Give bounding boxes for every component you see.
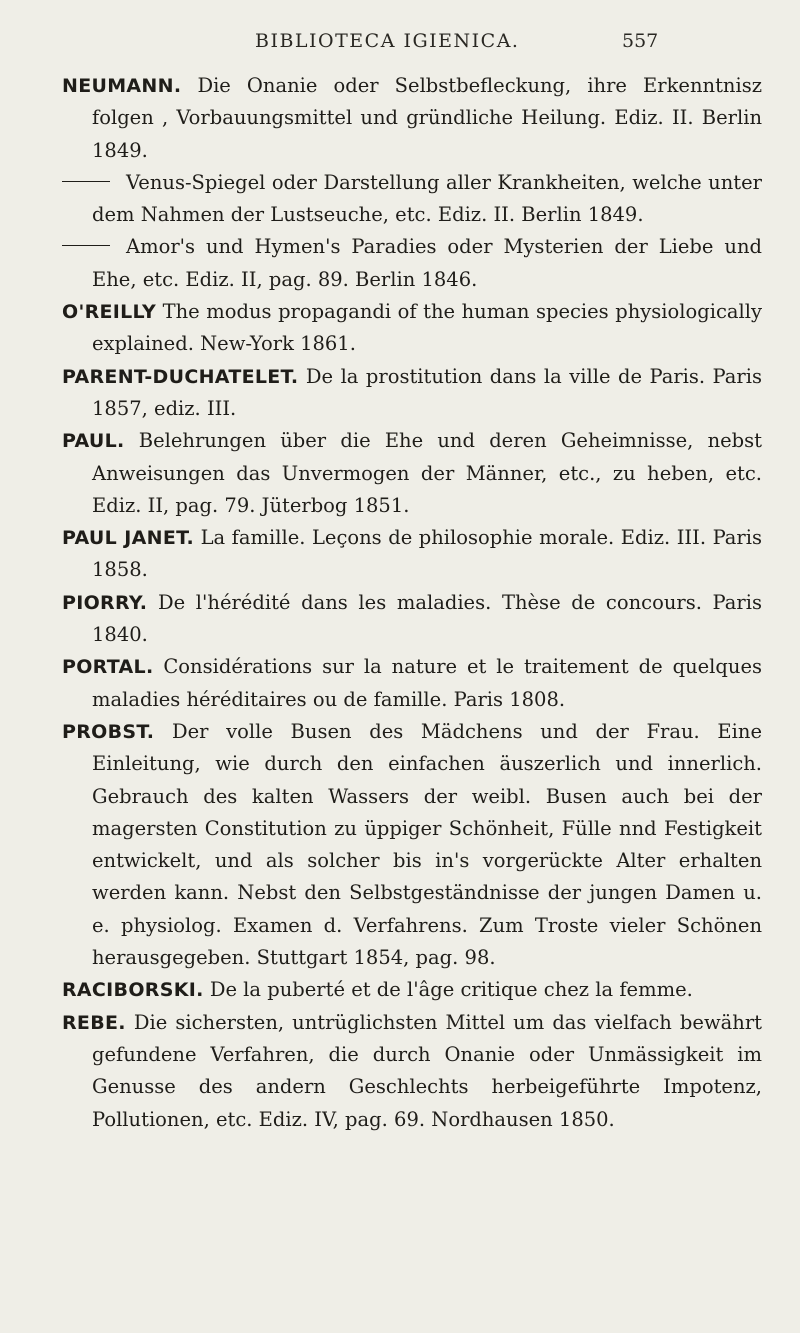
bibliography-entry — [62, 296, 762, 361]
bibliography-list — [62, 70, 762, 1136]
bibliography-entry — [62, 974, 762, 1006]
entry-text: Die sichersten, untrüglichsten Mittel um das vielfach bewährt gefundene Verfahren, die durch Onanie oder Unmässigkeit im Genusse des andern Geschlechts herbeigeführte Impotenz, Pollutionen, etc. Ediz. IV, pag. 69. Nordhausen 1850. — [92, 1010, 762, 1131]
entry-text: Considérations sur la nature et le traitement de quelques maladies héréditaires ou de famille. Paris 1808. — [92, 655, 762, 711]
entry-author: PORTAL. — [62, 656, 154, 679]
entry-text: La famille. Leçons de philosophie morale. Ediz. III. Paris 1858. — [92, 526, 763, 582]
bibliography-entry — [62, 361, 762, 426]
entry-text: Der volle Busen des Mädchens und der Frau. Eine Einleitung, wie durch den einfachen äuszerlich und innerlich. Gebrauch des kalten Wassers der weibl. Busen auch bei der magersten Constitution zu üppiger Schönheit, Fülle nnd Festigkeit entwickelt, und als solcher bis in's vorgerückte Alter erhalten werden kann. Nebst den Selbstgeständnisse der jungen Damen u. e. physiolog. Examen d. Verfahrens. Zum Troste vieler Schönen herausgegeben. Stuttgart 1854, pag. 98. — [92, 719, 762, 970]
entry-text: The modus propagandi of the human species physiologically explained. New-York 1861. — [92, 300, 762, 356]
entry-author: PROBST. — [62, 720, 155, 743]
entry-author: RACIBORSKI. — [62, 979, 204, 1002]
entry-author: REBE. — [62, 1011, 126, 1034]
bibliography-entry — [62, 231, 762, 296]
ditto-dash — [62, 181, 110, 182]
entry-author: O'REILLY — [62, 301, 157, 324]
entry-author: PARENT-DUCHATELET. — [62, 365, 299, 388]
bibliography-entry — [62, 651, 762, 716]
ditto-dash — [62, 245, 110, 246]
bibliography-entry — [62, 167, 762, 232]
running-head — [0, 30, 800, 58]
entry-text: Belehrungen über die Ehe und deren Geheimnisse, nebst Anweisungen das Unvermogen der Männer, etc., zu heben, etc. Ediz. II, pag. 79. Jüterbog 1851. — [92, 429, 762, 517]
bibliography-entry — [62, 425, 762, 522]
entry-text: Venus-Spiegel oder Darstellung aller Krankheiten, welche unter dem Nahmen der Lustseuche, etc. Ediz. II. Berlin 1849. — [92, 170, 762, 227]
running-title: BIBLIOTECA IGIENICA. — [255, 30, 520, 52]
entry-text: De la prostitution dans la ville de Paris. Paris 1857, ediz. III. — [92, 364, 762, 420]
bibliography-entry — [62, 587, 762, 652]
entry-author: PAUL JANET. — [62, 527, 195, 550]
bibliography-entry — [62, 70, 762, 167]
entry-text: Amor's und Hymen's Paradies oder Mysterien der Liebe und Ehe, etc. Ediz. II, pag. 89. Berlin 1846. — [92, 235, 762, 291]
entry-author: NEUMANN. — [62, 75, 182, 97]
page-number: 557 — [622, 30, 659, 52]
entry-text: Die Onanie oder Selbstbefleckung, ihre Erkenntnisz folgen , Vorbauungsmittel und gründliche Heilung. Ediz. II. Berlin 1849. — [92, 74, 762, 162]
bibliography-entry — [62, 716, 762, 974]
entry-author: PIORRY. — [62, 591, 148, 614]
entry-author: PAUL. — [62, 430, 125, 453]
bibliography-entry — [62, 1007, 762, 1136]
bibliography-entry — [62, 522, 762, 587]
entry-text: De la puberté et de l'âge critique chez la femme. — [209, 978, 693, 1002]
entry-text: De l'hérédité dans les maladies. Thèse de concours. Paris 1840. — [92, 590, 762, 647]
